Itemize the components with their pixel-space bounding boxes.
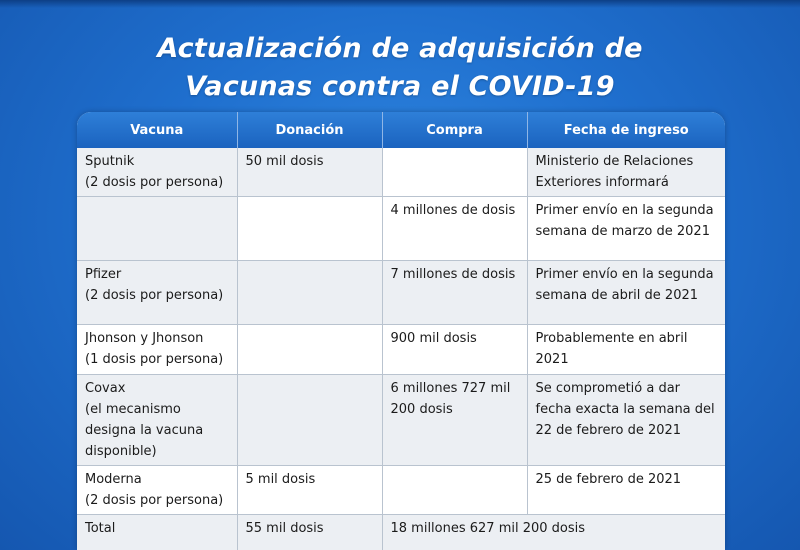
header-compra: Compra xyxy=(382,112,527,148)
cell-vacuna: Covax (el mecanismo designa la vacuna disponible) xyxy=(77,375,237,466)
cell-compra: 7 millones de dosis xyxy=(382,261,527,325)
cell-fecha: Se comprometió a dar fecha exacta la semana del 22 de febrero de 2021 xyxy=(527,375,725,466)
table-header-row xyxy=(77,112,725,148)
cell-donacion xyxy=(237,197,382,261)
cell-donacion xyxy=(237,375,382,466)
table-row xyxy=(77,325,725,375)
cell-total-donacion: 55 mil dosis xyxy=(237,515,382,550)
table-row xyxy=(77,375,725,466)
cell-donacion xyxy=(237,261,382,325)
cell-vacuna: Sputnik (2 dosis por persona) xyxy=(77,148,237,197)
cell-vacuna: Pfizer (2 dosis por persona) xyxy=(77,261,237,325)
header-vacuna: Vacuna xyxy=(77,112,237,148)
cell-compra: 6 millones 727 mil 200 dosis xyxy=(382,375,527,466)
cell-compra: 4 millones de dosis xyxy=(382,197,527,261)
cell-fecha: Primer envío en la segunda semana de abril de 2021 xyxy=(527,261,725,325)
title-line-2: Vacunas contra el COVID-19 xyxy=(185,71,615,102)
top-frame-edge xyxy=(0,0,800,8)
cell-vacuna xyxy=(77,197,237,261)
header-donacion: Donación xyxy=(237,112,382,148)
cell-total-compra: 18 millones 627 mil 200 dosis xyxy=(382,515,725,550)
cell-donacion xyxy=(237,325,382,375)
cell-vacuna: Moderna (2 dosis por persona) xyxy=(77,466,237,515)
header-fecha: Fecha de ingreso xyxy=(527,112,725,148)
cell-donacion: 5 mil dosis xyxy=(237,466,382,515)
title-line-1: Actualización de adquisición de xyxy=(157,33,643,64)
cell-compra: 900 mil dosis xyxy=(382,325,527,375)
cell-vacuna: Jhonson y Jhonson (1 dosis por persona) xyxy=(77,325,237,375)
page-title xyxy=(0,30,800,106)
table-total-row xyxy=(77,515,725,550)
cell-fecha: Probablemente en abril 2021 xyxy=(527,325,725,375)
cell-fecha: 25 de febrero de 2021 xyxy=(527,466,725,515)
cell-fecha: Primer envío en la segunda semana de marzo de 2021 xyxy=(527,197,725,261)
cell-compra xyxy=(382,148,527,197)
table-row xyxy=(77,466,725,515)
vaccine-table xyxy=(77,112,725,550)
vaccine-table-panel xyxy=(77,112,725,550)
cell-total-label: Total xyxy=(77,515,237,550)
table-row xyxy=(77,197,725,261)
cell-compra xyxy=(382,466,527,515)
cell-fecha: Ministerio de Relaciones Exteriores informará xyxy=(527,148,725,197)
table-row xyxy=(77,261,725,325)
cell-donacion: 50 mil dosis xyxy=(237,148,382,197)
table-row xyxy=(77,148,725,197)
